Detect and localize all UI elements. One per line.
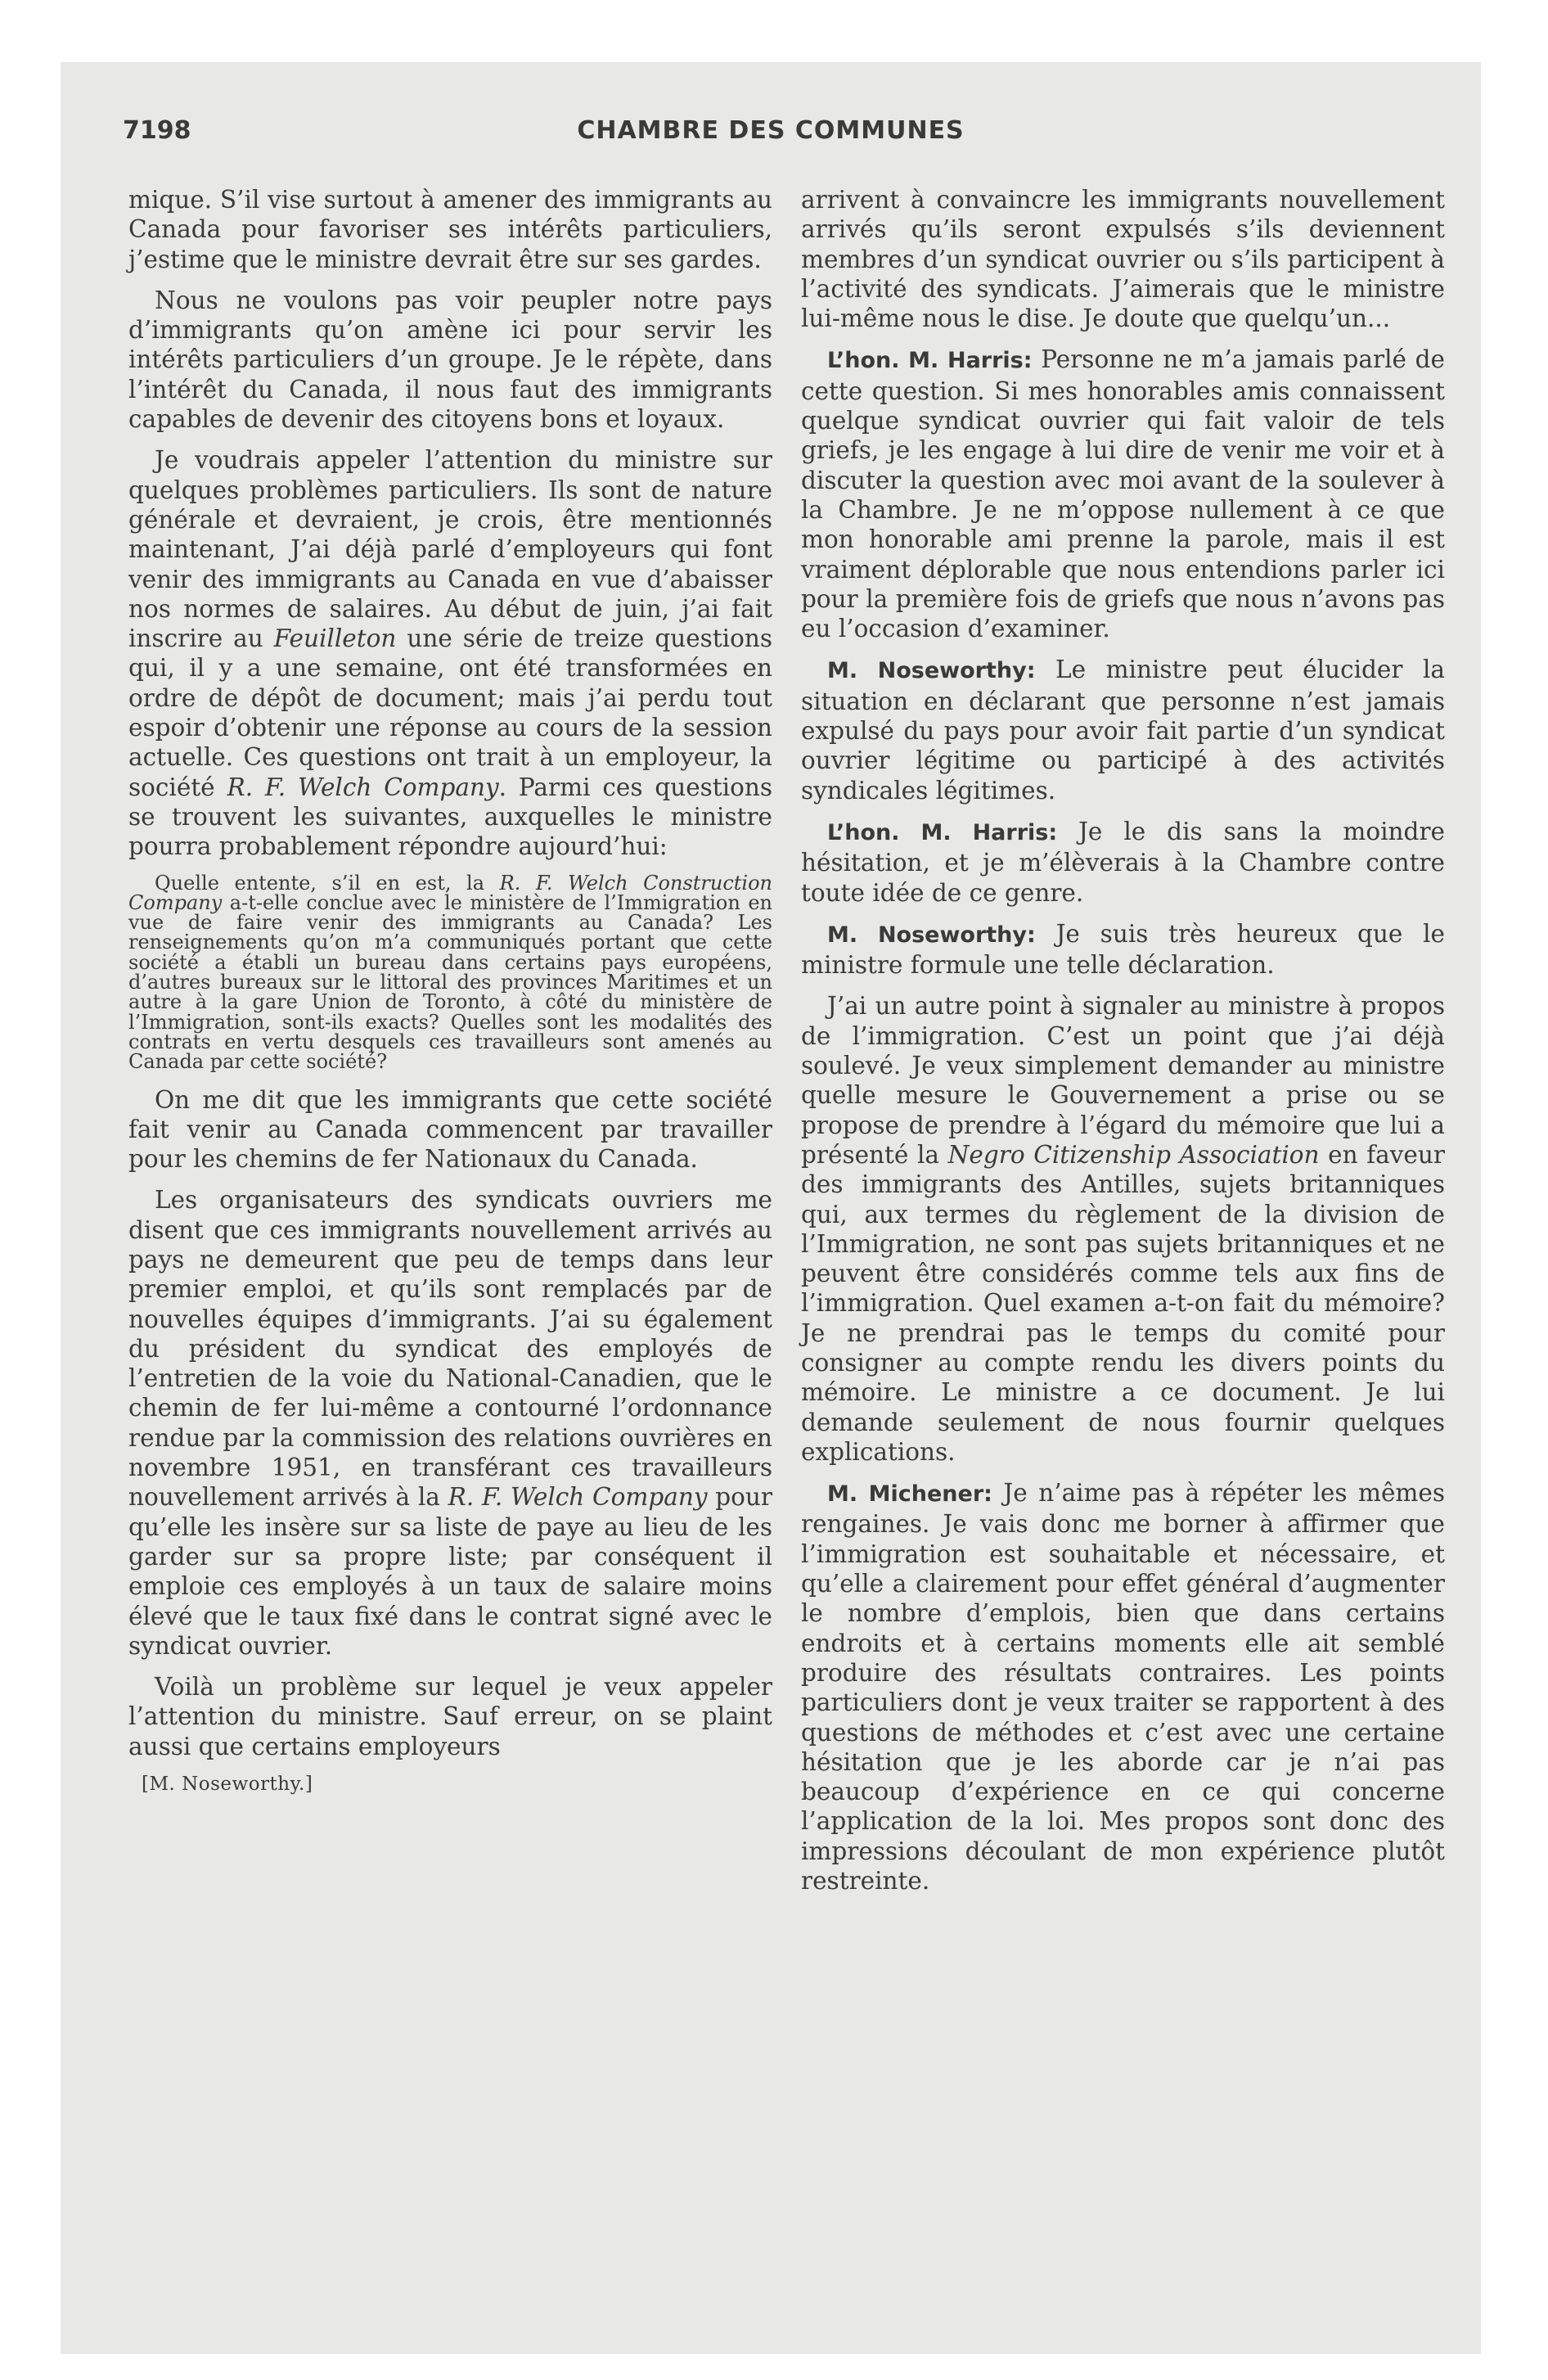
italic-text: Negro Citizenship Association bbox=[947, 1140, 1320, 1169]
right-column bbox=[801, 185, 1445, 1907]
paragraph: mique. S’il vise surtout à amener des immigrants au Canada pour favoriser ses intérêts particuliers, j’estime que le ministre devrait être sur ses gardes. bbox=[128, 186, 772, 273]
speech: L’hon. M. Harris: Je le dis sans la moindre hésitation, et je m’élèverais à la Chambre contre toute idée de ce genre. bbox=[801, 817, 1445, 907]
speaker-name: M. Michener: bbox=[827, 1481, 992, 1508]
paragraph: Voilà un problème sur lequel je veux appeler l’attention du ministre. Sauf erreur, on se plaint aussi que certains employeurs bbox=[128, 1673, 772, 1760]
paragraph: Je voudrais appeler l’attention du ministre sur quelques problèmes particuliers. Ils sont de nature générale et devraient, je crois, être mentionnés maintenant, J’ai déjà parlé d’employeurs qui font venir des immigrants au Canada en vue d’abaisser nos normes de salaires. Au début de juin, j’ai fait inscrire au Feuilleton une série de treize questions qui, il y a une semaine, ont été transformées en ordre de dépôt de document; mais j’ai perdu tout espoir d’obtenir une réponse au cours de la session actuelle. Ces questions ont trait à un employeur, la société R. F. Welch Company. Parmi ces questions se trouvent les suivantes, auxquelles le ministre pourra probablement répondre aujourd’hui: bbox=[128, 446, 772, 861]
speech: M. Michener: Je n’aime pas à répéter les mêmes rengaines. Je vais donc me borner à affirmer que l’immigration est souhaitable et nécessaire, et qu’elle a clairement pour effet général d’augmenter le nombre d’emplois, bien que dans certains endroits et à certains moments elle ait semblé produire des résultats contraires. Les points particuliers dont je veux traiter se rapportent à des questions de méthodes et c’est avec une certaine hésitation que je les aborde car je n’ai pas beaucoup d’expérience en ce qui concerne l’application de la loi. Mes propos sont donc des impressions découlant de mon expérience plutôt restreinte. bbox=[801, 1479, 1445, 1895]
speaker-attribution: [M. Noseworthy.] bbox=[142, 1774, 313, 1796]
italic-text: R. F. Welch Company bbox=[448, 1483, 708, 1512]
paragraph: J’ai un autre point à signaler au ministre à propos de l’immigration. C’est un point que j’ai déjà soulevé. Je veux simplement demander au ministre quelle mesure le Gouvernement a prise ou se propose de prendre à l’égard du mémoire que lui a présenté la Negro Citizenship Association en faveur des immigrants des Antilles, sujets britanniques qui, aux termes du règlement de la division de l’Immigration, ne sont pas sujets britanniques et ne peuvent être considérés comme tels aux fins de l’immigration. Quel examen a-t-on fait du mémoire? Je ne prendrai pas le temps du comité pour consigner au compte rendu les divers points du mémoire. Le ministre a ce document. Je lui demande seulement de nous fournir quelques explications. bbox=[801, 992, 1445, 1466]
left-column bbox=[128, 185, 772, 1796]
running-head: CHAMBRE DES COMMUNES bbox=[577, 116, 965, 145]
paragraph: arrivent à convaincre les immigrants nouvellement arrivés qu’ils seront expulsés s’ils deviennent membres d’un syndicat ouvrier ou s’ils participent à l’activité des syndicats. J’aimerais que le ministre lui-même nous le dise. Je doute que quelqu’un... bbox=[801, 186, 1445, 333]
page-header bbox=[123, 116, 1419, 154]
paragraph: Les organisateurs des syndicats ouvriers me disent que ces immigrants nouvellement arrivés au pays ne demeurent que peu de temps dans leur premier emploi, et qu’ils sont remplacés par de nouvelles équipes d’immigrants. J’ai su également du président du syndicat des employés de l’entretien de la voie du National-Canadien, que le chemin de fer lui-même a contourné l’ordonnance rendue par la commission des relations ouvrières en novembre 1951, en transférant ces travailleurs nouvellement arrivés à la R. F. Welch Company pour qu’elle les insère sur sa liste de paye au lieu de les garder sur sa propre liste; par conséquent il emploie ces employés à un taux de salaire moins élevé que le taux fixé dans le contrat signé avec le syndicat ouvrier. bbox=[128, 1186, 772, 1660]
speaker-name: M. Noseworthy: bbox=[827, 658, 1036, 684]
speaker-name: L’hon. M. Harris: bbox=[827, 819, 1058, 845]
speech: M. Noseworthy: Le ministre peut élucider la situation en déclarant que personne n’est jamais expulsé du pays pour avoir fait partie d’un syndicat ouvrier légitime ou participé à des activités syndicales légitimes. bbox=[801, 656, 1445, 805]
italic-text: R. F. Welch Company bbox=[227, 773, 499, 801]
speaker-name: L’hon. M. Harris: bbox=[827, 348, 1033, 374]
speaker-name: M. Noseworthy: bbox=[827, 922, 1036, 948]
quoted-question: Quelle entente, s’il en est, la R. F. Welch Construction Company a-t-elle conclue avec le ministère de l’Immigration en vue de faire venir des immigrants au Canada? Les renseignements qu’on m’a communiqués portant que cette société a établi un bureau dans certains pays européens, d’autres bureaux sur le littoral des provinces Maritimes et un autre à la gare Union de Toronto, à côté du ministère de l’Immigration, sont-ils exacts? Quelles sont les modalités des contrats en vertu desquels ces travailleurs sont amenés au Canada par cette société? bbox=[128, 871, 773, 1074]
paragraph: Nous ne voulons pas voir peupler notre pays d’immigrants qu’on amène ici pour servir les intérêts particuliers d’un groupe. Je le répète, dans l’intérêt du Canada, il nous faut des immigrants capables de devenir des citoyens bons et loyaux. bbox=[128, 286, 772, 434]
page-number: 7198 bbox=[123, 116, 191, 145]
page-scan bbox=[61, 62, 1481, 2354]
paragraph: On me dit que les immigrants que cette société fait venir au Canada commencent par travailler pour les chemins de fer Nationaux du Canada. bbox=[128, 1085, 772, 1174]
italic-text: R. F. Welch Construction Company bbox=[128, 871, 773, 914]
speech: L’hon. M. Harris: Personne ne m’a jamais parlé de cette question. Si mes honorables amis connaissent quelque syndicat ouvrier qui fait valoir de tels griefs, je les engage à lui dire de venir me voir et à discuter la question avec moi avant de la soulever à la Chambre. Je ne m’oppose nullement à ce que mon honorable ami prenne la parole, mais il est vraiment déplorable que nous entendions parler ici pour la première fois de griefs que nous n’avons pas eu l’occasion d’examiner. bbox=[801, 345, 1446, 643]
speech: M. Noseworthy: Je suis très heureux que le ministre formule une telle déclaration. bbox=[801, 919, 1446, 980]
italic-text: Feuilleton bbox=[273, 624, 397, 653]
